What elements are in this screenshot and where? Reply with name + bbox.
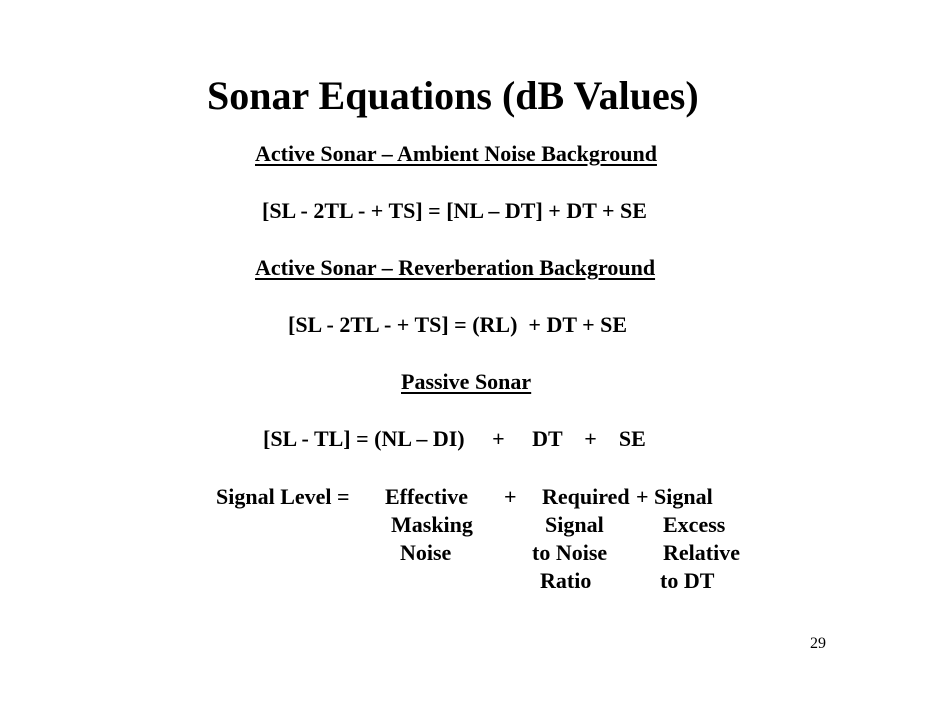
legend-masking: Masking xyxy=(391,512,473,537)
heading-active-reverb: Active Sonar – Reverberation Background xyxy=(255,255,656,280)
legend-to-noise: to Noise xyxy=(532,540,608,565)
heading-active-ambient: Active Sonar – Ambient Noise Background xyxy=(255,141,657,166)
page-number: 29 xyxy=(810,635,826,652)
slide-title: Sonar Equations (dB Values) xyxy=(207,73,699,118)
legend-effective: Effective xyxy=(385,484,469,509)
legend-plus: + xyxy=(504,484,517,509)
legend-ratio: Ratio xyxy=(540,568,592,593)
legend-plus-signal: + Signal xyxy=(636,484,713,509)
heading-passive: Passive Sonar xyxy=(401,369,532,394)
equation-active-ambient: [SL - 2TL - + TS] = [NL – DT] + DT + SE xyxy=(262,198,647,223)
legend-to-dt: to DT xyxy=(660,568,715,593)
legend-signal: Signal xyxy=(545,512,604,537)
legend-noise: Noise xyxy=(400,540,452,565)
legend-required: Required xyxy=(542,484,630,509)
equation-active-reverb: [SL - 2TL - + TS] = (RL) + DT + SE xyxy=(288,312,628,337)
legend-excess: Excess xyxy=(663,512,726,537)
legend-relative: Relative xyxy=(663,540,740,565)
legend-signal-level: Signal Level = xyxy=(216,484,350,509)
equation-passive: [SL - TL] = (NL – DI) + DT + SE xyxy=(263,426,646,451)
